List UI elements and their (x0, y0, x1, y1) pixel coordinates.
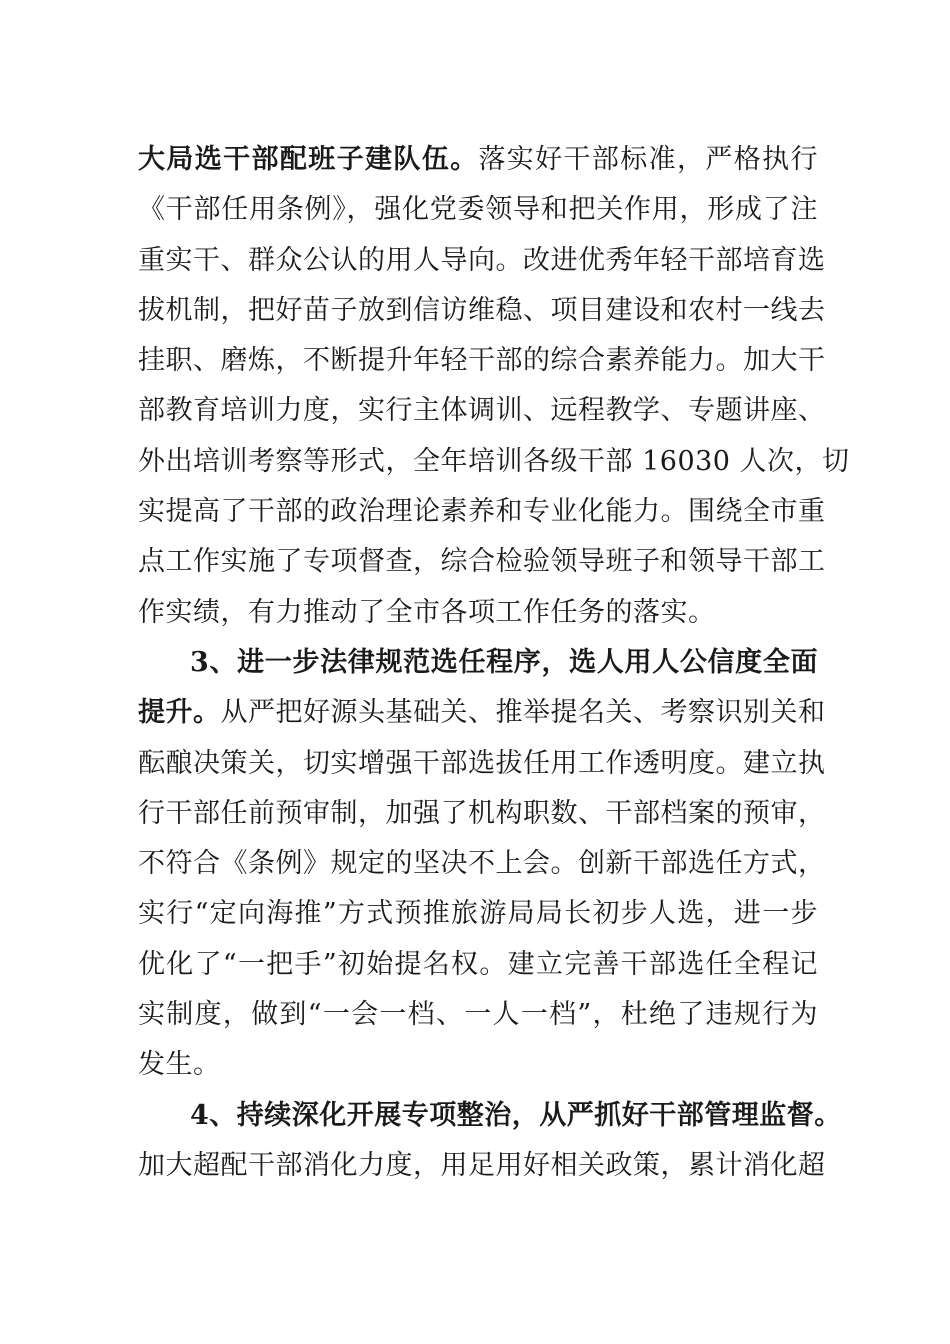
line-text: 重实干、群众公认的用人导向。改进优秀年轻干部培育选 (138, 244, 826, 276)
line-text: 作实绩，有力推动了全市各项工作任务的落实。 (138, 596, 716, 628)
text-line (138, 185, 818, 235)
line-text: 不符合《条例》规定的坚决不上会。创新干部选任方式， (138, 848, 826, 880)
text-line (138, 537, 826, 587)
text-line (138, 1040, 818, 1090)
line-text: 实行“定向海推”方式预推旅游局局长初步人选，进一步 (138, 898, 818, 930)
line-text: 优化了“一把手”初始提名权。建立完善干部选任全程记 (138, 948, 818, 980)
bold-heading: 大局选干部配班子建队伍。 (138, 144, 479, 175)
section-heading-3: 3、进一步法律规范选任程序，选人用人公信度全面 (190, 646, 818, 678)
line-text: 外出培训考察等形式，全年培训各级干部 16030 人次，切 (138, 445, 850, 477)
text-line (138, 1141, 826, 1191)
text-line (138, 688, 826, 738)
text-line (138, 437, 850, 487)
text-line (138, 990, 818, 1040)
document-body (138, 135, 850, 1191)
text-line (138, 839, 826, 889)
text-line (138, 487, 826, 537)
line-text: 《干部任用条例》，强化党委领导和把关作用，形成了注 (138, 194, 818, 226)
text-line (138, 386, 826, 436)
line-text: 挂职、磨炼，不断提升年轻干部的综合素养能力。加大干 (138, 345, 826, 377)
text-line (138, 588, 818, 638)
bold-heading: 提升。 (138, 697, 221, 729)
line-text: 实提高了干部的政治理论素养和专业化能力。围绕全市重 (138, 496, 826, 528)
text-line (138, 638, 818, 688)
text-line (138, 789, 826, 839)
text-line (138, 739, 826, 789)
line-text: 从严把好源头基础关、推举提名关、考察识别关和 (220, 697, 826, 729)
text-line (138, 889, 818, 939)
line-text: 拔机制，把好苗子放到信访维稳、项目建设和农村一线去 (138, 294, 826, 326)
line-text: 部教育培训力度，实行主体调训、远程教学、专题讲座、 (138, 395, 826, 427)
text-line (138, 940, 818, 990)
section-heading-4: 4、持续深化开展专项整治，从严抓好干部管理监督。 (190, 1099, 842, 1131)
text-line (138, 236, 826, 286)
text-line (138, 286, 826, 336)
text-line (138, 336, 826, 386)
line-text: 实制度，做到“一会一档、一人一档”，杜绝了违规行为 (138, 999, 818, 1031)
line-text: 行干部任前预审制，加强了机构职数、干部档案的预审， (138, 797, 826, 829)
line-text: 落实好干部标准，严格执行 (478, 144, 819, 175)
text-line (138, 1091, 842, 1141)
line-text: 酝酿决策关，切实增强干部选拔任用工作透明度。建立执 (138, 747, 826, 779)
line-text: 点工作实施了专项督查，综合检验领导班子和领导干部工 (138, 546, 826, 578)
line-text: 加大超配干部消化力度，用足用好相关政策，累计消化超 (138, 1149, 826, 1181)
text-line (138, 135, 818, 185)
line-text: 发生。 (138, 1049, 221, 1081)
